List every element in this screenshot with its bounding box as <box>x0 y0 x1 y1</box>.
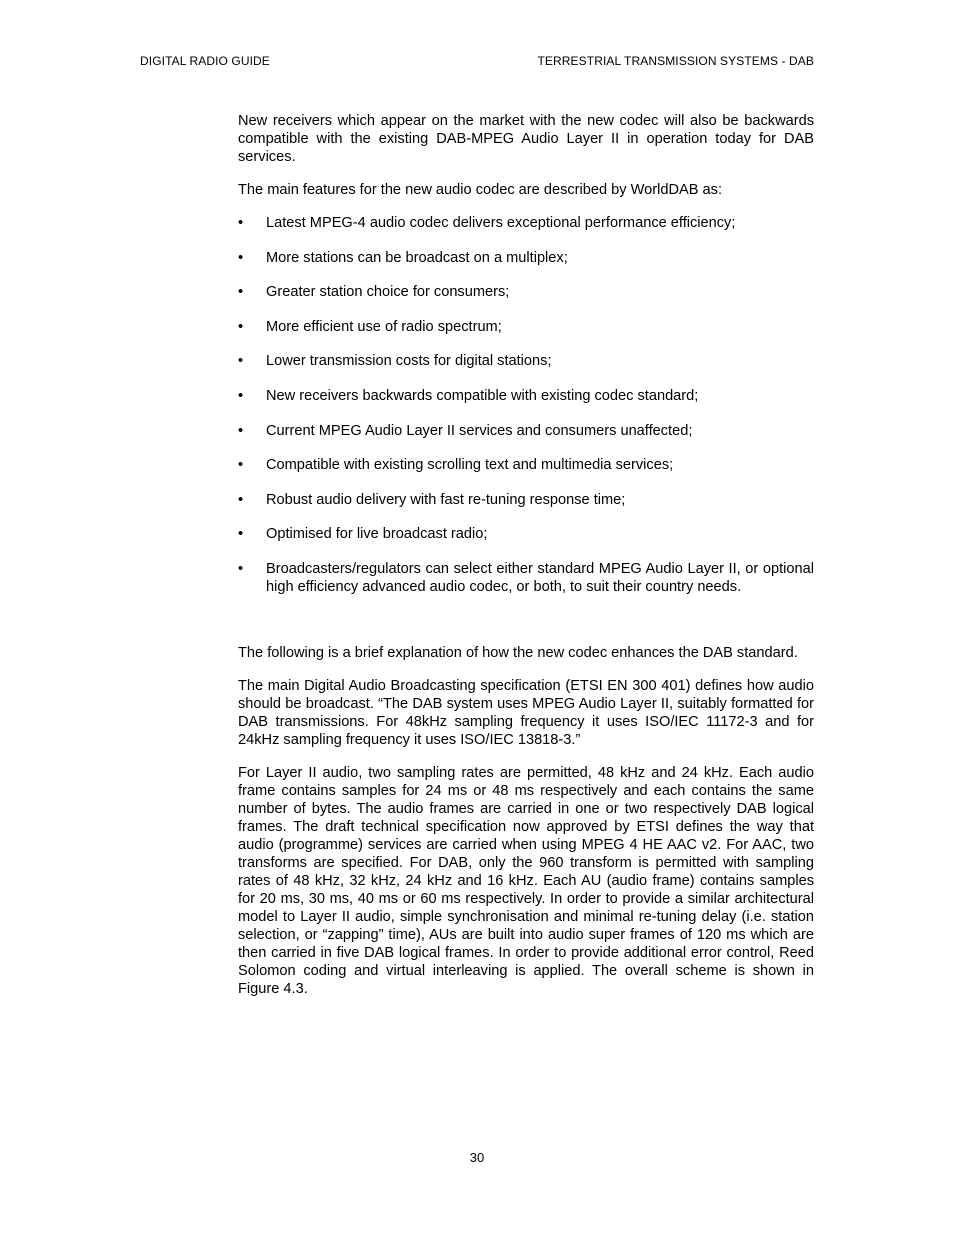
list-item-text: More efficient use of radio spectrum; <box>266 318 502 335</box>
list-item <box>238 283 814 301</box>
bullet-icon: • <box>238 526 244 543</box>
list-item-text: Broadcasters/regulators can select either standard MPEG Audio Layer II, or optional high efficiency advanced audio codec, or both, to suit their country needs. <box>266 560 814 595</box>
list-item <box>238 214 814 232</box>
list-item-text: Greater station choice for consumers; <box>266 284 510 301</box>
page-number: 30 <box>469 1150 485 1165</box>
list-item <box>238 387 814 405</box>
bullet-icon: • <box>238 215 244 231</box>
specification-paragraph: The main Digital Audio Broadcasting specification (ETSI EN 300 401) defines how audio should be broadcast. “The DAB system uses MPEG Audio Layer II, suitably formatted for DAB transmissions. For 48kHz sampling frequency it uses ISO/IEC 11172-3 and for 24kHz sampling frequency it uses ISO/IEC 13818-3.” <box>238 677 814 748</box>
explanation-intro-paragraph: The following is a brief explanation of how the new codec enhances the DAB standard. <box>238 644 798 661</box>
bullet-icon: • <box>238 491 244 508</box>
list-item-text: Lower transmission costs for digital stations; <box>266 353 552 370</box>
features-lead-paragraph: The main features for the new audio codec are described by WorldDAB as: <box>238 182 723 198</box>
bullet-icon: • <box>238 284 244 301</box>
list-item <box>238 318 814 336</box>
header-section-title: TERRESTRIAL TRANSMISSION SYSTEMS - DAB <box>537 54 814 68</box>
list-item-text: New receivers backwards compatible with existing codec standard; <box>266 387 699 404</box>
bullet-icon: • <box>238 457 244 474</box>
layer-ii-aac-paragraph: For Layer II audio, two sampling rates are permitted, 48 kHz and 24 kHz. Each audio frame contains samples for 24 ms or 48 ms respectively and each contains the same number of bytes. The audio frames are carried in one or two respectively DAB logical frames. The draft technical specification now approved by ETSI defines the way that audio (programme) services are carried when using MPEG 4 HE AAC v2. For AAC, two transforms are specified. For DAB, only the 960 transform is permitted with sampling rates of 48 kHz, 32 kHz, 24 kHz and 16 kHz. Each AU (audio frame) contains samples for 20 ms, 30 ms, 40 ms or 60 ms respectively. In order to provide a similar architectural model to Layer II audio, simple synchronisation and minimal re-tuning delay (i.e. station selection, or “zapping” time), AUs are built into audio super frames of 120 ms which are then carried in five DAB logical frames. In order to provide additional error control, Reed Solomon coding and virtual interleaving is applied. The overall scheme is shown in Figure 4.3. <box>238 764 814 997</box>
list-item <box>238 525 814 543</box>
header-guide-title: DIGITAL RADIO GUIDE <box>140 54 270 68</box>
list-item-text: Optimised for live broadcast radio; <box>266 526 488 543</box>
page-content <box>238 112 814 1013</box>
list-item <box>238 422 814 440</box>
list-item <box>238 456 814 474</box>
intro-paragraph: New receivers which appear on the market with the new codec will also be backwards compatible with the existing DAB-MPEG Audio Layer II in operation today for DAB services. <box>238 113 814 165</box>
bullet-icon: • <box>238 387 244 404</box>
list-item <box>238 491 814 509</box>
bullet-icon: • <box>238 560 244 577</box>
features-list <box>238 214 814 596</box>
list-item-text: Current MPEG Audio Layer II services and consumers unaffected; <box>266 422 693 439</box>
section-spacer <box>238 613 814 644</box>
list-item <box>238 560 814 596</box>
list-item-text: Robust audio delivery with fast re-tuning response time; <box>266 491 626 508</box>
bullet-icon: • <box>238 249 244 266</box>
bullet-icon: • <box>238 318 244 335</box>
list-item-text: More stations can be broadcast on a multiplex; <box>266 249 568 266</box>
list-item <box>238 249 814 267</box>
bullet-icon: • <box>238 422 244 439</box>
list-item-text: Compatible with existing scrolling text and multimedia services; <box>266 457 674 474</box>
bullet-icon: • <box>238 353 244 370</box>
list-item-text: Latest MPEG-4 audio codec delivers exceptional performance efficiency; <box>266 215 736 231</box>
list-item <box>238 352 814 370</box>
